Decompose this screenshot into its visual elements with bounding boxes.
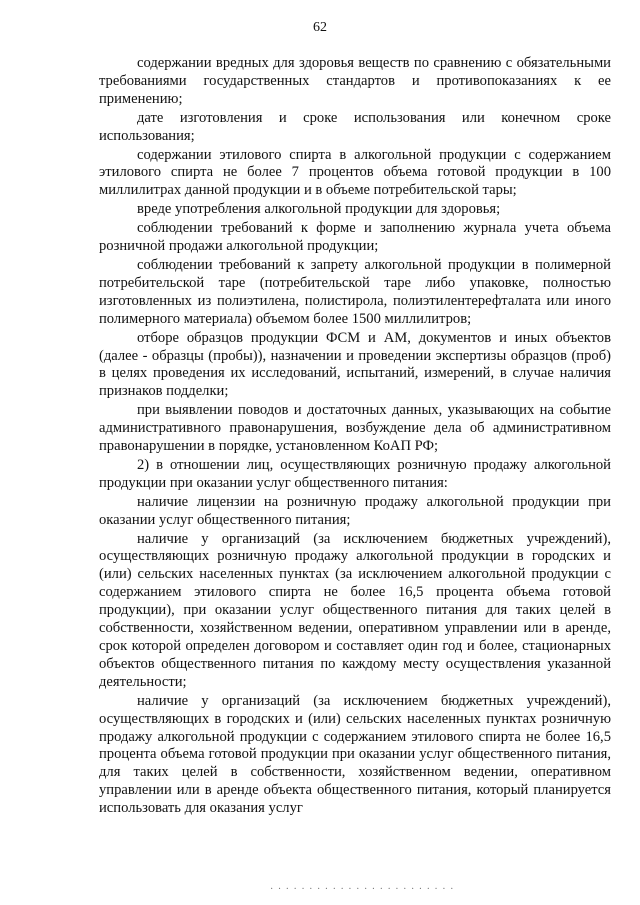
paragraph: соблюдении требований к запрету алкогольной продукции в полимерной потребительской таре (потребительской таре либо упаковке, полностью изготовленных из полиэтилена, полистирола, полиэтилентерефталата или иного полимерного материала) объемом более 1500 миллилитров; xyxy=(99,256,611,327)
paragraph: содержании этилового спирта в алкогольной продукции с содержанием этилового спирта не более 7 процентов объема готовой продукции в 100 миллилитрах данной продукции и в объеме потребительской тары; xyxy=(99,146,611,199)
paragraph: соблюдении требований к форме и заполнению журнала учета объема розничной продажи алкогольной продукции; xyxy=(99,220,611,255)
paragraph: дате изготовления и сроке использования или конечном сроке использования; xyxy=(99,109,611,144)
paragraph: вреде употребления алкогольной продукции для здоровья; xyxy=(137,201,501,218)
scan-artifact-dots: · · · · · · · · · · · · · · · · · · · · · · · · xyxy=(270,884,455,895)
paragraph: 2) в отношении лиц, осуществляющих розничную продажу алкогольной продукции при оказании услуг общественного питания: xyxy=(99,456,611,491)
paragraph: при выявлении поводов и достаточных данных, указывающих на событие административного правонарушения, возбуждение дела об административном правонарушении в порядке, установленном КоАП РФ; xyxy=(99,402,611,455)
paragraph: наличие лицензии на розничную продажу алкогольной продукции при оказании услуг общественного питания; xyxy=(99,493,611,528)
document-body xyxy=(99,55,611,818)
paragraph: отборе образцов продукции ФСМ и АМ, документов и иных объектов (далее - образцы (пробы)), назначении и проведении экспертизы образцов (проб) в целях проведения их исследований, испытаний, измерений, в случае наличия признаков подделки; xyxy=(99,329,611,400)
paragraph: наличие у организаций (за исключением бюджетных учреждений), осуществляющих в городских и (или) сельских населенных пунктах розничную продажу алкогольной продукции с содержанием этилового спирта не более 16,5 процента объема готовой продукции при оказании услуг общественного питания, для таких целей в собственности, хозяйственном ведении, оперативном управлении или в аренде объекта общественного питания, который планируется использовать для оказания услуг xyxy=(99,692,611,817)
page-number: 62 xyxy=(313,20,327,35)
paragraph: содержании вредных для здоровья веществ по сравнению с обязательными требованиями государственных стандартов и противопоказаниях к ее применению; xyxy=(99,55,611,107)
paragraph: наличие у организаций (за исключением бюджетных учреждений), осуществляющих розничную продажу алкогольной продукции в городских и (или) сельских населенных пунктах (за исключением алкогольной продукции с содержанием этилового спирта не более 16,5 процента объема готовой продукции), при оказании услуг общественного питания для таких целей в собственности, хозяйственном ведении, оперативном управлении или в аренде, срок которой определен договором и составляет один год и более, стационарных объектов общественного питания по каждому месту осуществления указанной деятельности; xyxy=(99,530,611,690)
